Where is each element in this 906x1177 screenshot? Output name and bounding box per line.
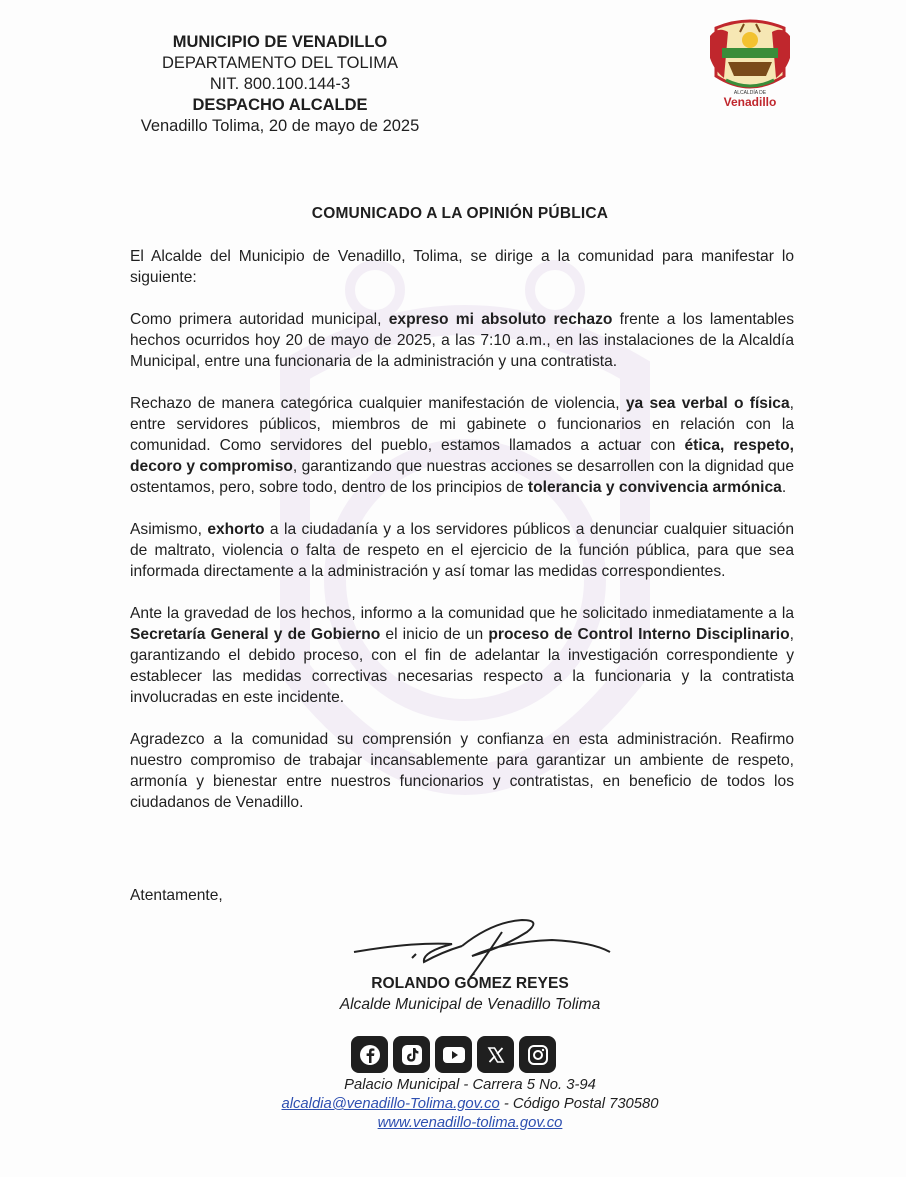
bold-run: ética, respeto, decoro y compromiso (130, 437, 794, 475)
signer-role: Alcalde Municipal de Venadillo Tolima (339, 996, 601, 1013)
postal-code: - Código Postal 730580 (499, 1096, 659, 1112)
text-run: Ante la gravedad de los hechos, informo a la comunidad que he solicitado inmediatamente a la (130, 605, 794, 622)
nit-number: NIT. 800.100.144-3 (209, 75, 351, 93)
office-name: DESPACHO ALCALDE (192, 96, 368, 114)
closing-salutation: Atentamente, (130, 887, 223, 904)
text-run: , entre servidores públicos, miembros de mi gabinete o funcionarios en relación con la comunidad. Como servidores del pueblo, estamos llamados a actuar con (130, 395, 794, 454)
footer-contact (200, 1076, 740, 1133)
text-run: Como primera autoridad municipal, (130, 311, 389, 328)
text-run: a la ciudadanía y a los servidores públicos a denunciar cualquier situación de maltrato, violencia o falta de respeto en el ejercicio de la función pública, para que sea informada directamente a la administración y así tomar las medidas correspondientes. (130, 521, 794, 580)
text-run: Rechazo de manera categórica cualquier manifestación de violencia, (130, 395, 626, 412)
paragraph-thanks: Agradezco a la comunidad su comprensión y confianza en esta administración. Reafirmo nuestro compromiso de trabajar incansablemente para garantizar un ambiente de respeto, armonía y bienestar entre nuestros funcionarios y contratistas, en beneficio de todos los ciudadanos de Venadillo. (130, 731, 794, 811)
website-link[interactable]: www.venadillo-tolima.gov.co (377, 1115, 563, 1131)
social-icons (351, 1036, 556, 1073)
tiktok-icon[interactable] (393, 1036, 430, 1073)
email-link[interactable]: alcaldia@venadillo-Tolima.gov.co (281, 1096, 500, 1112)
youtube-icon[interactable] (435, 1036, 472, 1073)
text-run: Asimismo, (130, 521, 208, 538)
municipality-name: MUNICIPIO DE VENADILLO (172, 33, 388, 51)
venadillo-logo-icon (706, 18, 794, 112)
x-icon[interactable] (477, 1036, 514, 1073)
facebook-icon[interactable] (351, 1036, 388, 1073)
bold-run: ya sea verbal o física (625, 395, 790, 412)
text-run: . (781, 479, 787, 496)
bold-run: Secretaría General y de Gobierno (130, 626, 381, 643)
signer-block (290, 973, 650, 1015)
logo-caption-small: ALCALDÍA DE (733, 90, 767, 96)
footer-address: Palacio Municipal - Carrera 5 No. 3-94 (344, 1077, 596, 1093)
text-run: , garantizando que nuestras acciones se desarrollen con la dignidad que ostentamos, pero, sobre todo, dentro de los principios de (130, 458, 795, 496)
place-date: Venadillo Tolima, 20 de mayo de 2025 (140, 117, 420, 135)
text-run: el inicio de un (380, 626, 489, 643)
bold-run: expreso mi absoluto rechazo (388, 311, 613, 328)
logo-caption-main: Venadillo (723, 95, 777, 109)
paragraph-intro: El Alcalde del Municipio de Venadillo, Tolima, se dirige a la comunidad para manifestar lo siguiente: (130, 248, 794, 286)
signer-name: ROLANDO GÓMEZ REYES (371, 975, 569, 992)
bold-run: exhorto (207, 521, 265, 538)
text-run: frente a los lamentables hechos ocurridos hoy 20 de mayo de 2025, a las 7:10 a.m., en las instalaciones de la Alcaldía Municipal, entre una funcionaria de la administración y una contratista. (130, 311, 794, 370)
paragraph-violence (130, 393, 794, 498)
paragraph-exhort (130, 519, 794, 582)
bold-run: proceso de Control Interno Disciplinario (488, 626, 790, 643)
footer-email-line (200, 1095, 740, 1114)
department-name: DEPARTAMENTO DEL TOLIMA (162, 54, 398, 72)
paragraph-process (130, 603, 794, 708)
text-run: , garantizando el debido proceso, con el fin de adelantar la investigación correspondiente y establecer las medidas correctivas necesarias respecto a la funcionaria y la contratista involucradas en este incidente. (130, 626, 794, 706)
communique-title: COMUNICADO A LA OPINIÓN PÚBLICA (311, 205, 609, 222)
handwritten-signature (352, 912, 612, 982)
paragraph-rejection (130, 309, 794, 372)
instagram-icon[interactable] (519, 1036, 556, 1073)
bold-run: tolerancia y convivencia armónica (527, 479, 782, 496)
letterhead (120, 32, 440, 137)
communique-body (130, 246, 794, 834)
